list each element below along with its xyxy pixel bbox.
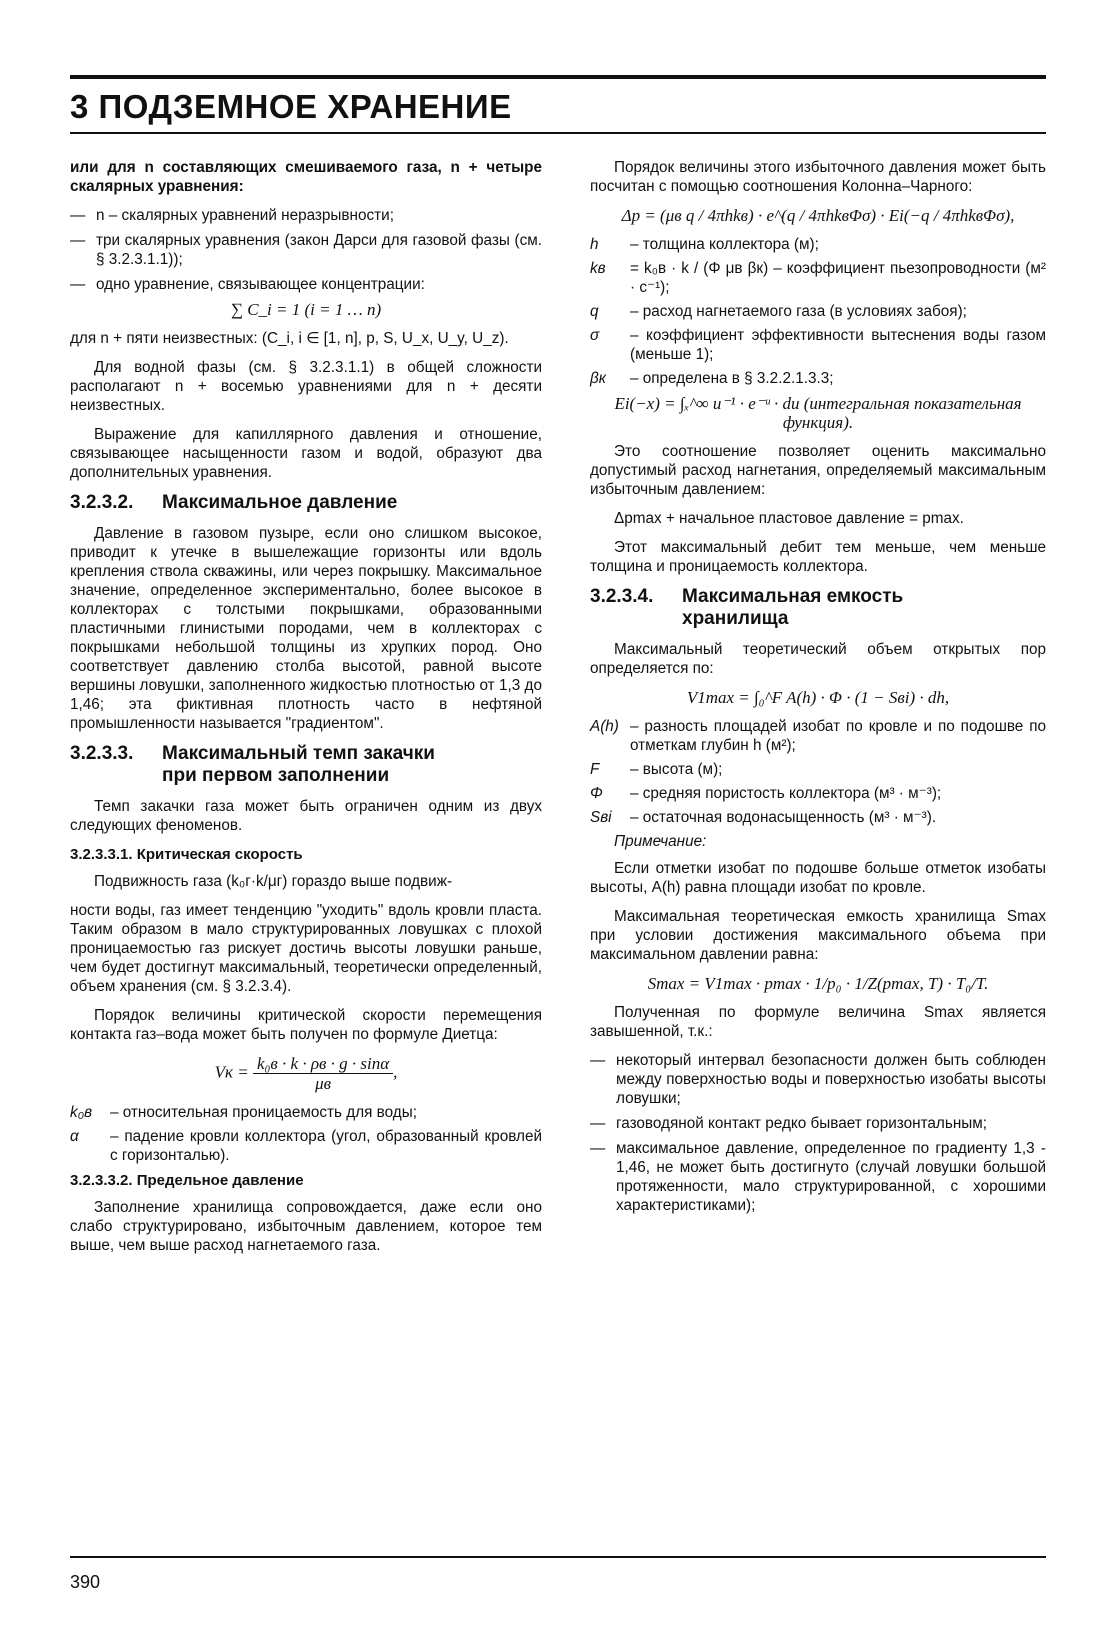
definition-row: q – расход нагнетаемого газа (в условиях забоя); xyxy=(590,303,967,320)
colonna-charny-formula: Δp = (μв q / 4πhkв) · e^(q / 4πhkвΦσ) · Ei(−q / 4πhkвΦσ), xyxy=(621,206,1015,225)
mobility-text-a: Подвижность газа (k₀г·k/μг) гораздо выше подвиж- xyxy=(94,873,453,890)
note-text: Если отметки изобат по подошве больше отметок изобаты высоты, A(h) равна площади изобат по кровле. xyxy=(590,860,1046,896)
section-3233-text: Темп закачки газа может быть ограничен одним из двух следующих феноменов. xyxy=(70,798,542,834)
unknowns-text: для n + пяти неизвестных: (C_i, i ∈ [1, n], p, S, U_x, U_y, U_z). xyxy=(70,330,509,347)
left-column xyxy=(70,158,542,1265)
smax-formula: Smax = V1max · pmax · 1/p₀ · 1/Z(pmax, T) · T₀/T. xyxy=(647,974,989,993)
definition-row: σ – коэффициент эффективности вытеснения воды газом (меньше 1); xyxy=(590,327,1046,363)
excess-pressure-text: Порядок величины этого избыточного давления может быть посчитан с помощью соотношения Колонна–Чарного: xyxy=(590,159,1046,195)
subsection-heading-1: 3.2.3.3.1. Критическая скорость xyxy=(70,846,303,863)
definition-row: α – падение кровли коллектора (угол, образованный кровлей с горизонталью). xyxy=(70,1128,542,1164)
definition-row: h – толщина коллектора (м); xyxy=(590,236,819,253)
list-item: — некоторый интервал безопасности должен быть соблюден между поверхностью воды и поверхностью изобаты высоты ловушки; xyxy=(590,1052,1046,1107)
critical-velocity-text: Порядок величины критической скорости перемещения контакта газ–вода может быть получен по формуле Диетца: xyxy=(70,1007,542,1043)
definition-row: Sвi – остаточная водонасыщенность (м³ · м⁻³). xyxy=(590,809,937,826)
definition-row: kв = k₀в · k / (Φ μв βк) – коэффициент пьезопроводности (м² · с⁻¹); xyxy=(590,260,1046,296)
list-item: — максимальное давление, определенное по градиенту 1,3 - 1,46, не может быть достигнуто (случай ловушки большой протяженности, мало структурированной, с хорошими характеристиками); xyxy=(590,1140,1046,1214)
volume-text: Максимальный теоретический объем открытых пор определяется по: xyxy=(590,641,1046,677)
pmax-line: Δpmax + начальное пластовое давление = pmax. xyxy=(614,510,964,527)
list-item: — n – скалярных уравнений неразрывности; xyxy=(70,207,394,224)
dietz-formula: Vк = $\frac{\text{k₀в · k · ρв · g · sinα}}{\mu в}$ , xyxy=(214,1054,398,1093)
ratio-text: Это соотношение позволяет оценить максимально допустимый расход нагнетания, определяемый максимальным избыточным давлением: xyxy=(590,443,1046,498)
overestimated-text: Полученная по формуле величина Smax является завышенной, т.к.: xyxy=(590,1004,1046,1040)
subsection-heading-2: 3.2.3.3.2. Предельное давление xyxy=(70,1172,304,1189)
section-heading-3233: 3.2.3.3. Максимальный темп закачки при первом заполнении xyxy=(70,743,435,786)
chapter-title: 3 ПОДЗЕМНОЕ ХРАНЕНИЕ xyxy=(70,88,512,125)
header-rule-bottom xyxy=(70,132,1046,134)
note-label: Примечание: xyxy=(614,833,707,850)
limit-pressure-text: Заполнение хранилища сопровождается, даже если оно слабо структурировано, избыточным давлением, которое тем выше, чем выше расход нагнетаемого газа. xyxy=(70,1199,542,1254)
definition-row: k₀в – относительная проницаемость для воды; xyxy=(70,1104,417,1121)
list-item: — одно уравнение, связывающее концентрации: xyxy=(70,276,425,293)
section-heading-3234: 3.2.3.4. Максимальная емкость хранилища xyxy=(590,586,904,629)
ei-formula: Ei(−x) = ∫ₓ^∞ u⁻¹ · e⁻ᵘ · du (интегральная показательная функция). xyxy=(614,394,1022,432)
intro-text: или для n составляющих смешиваемого газа, n + четыре скалярных уравнения: xyxy=(70,159,542,195)
definition-row: F – высота (м); xyxy=(590,761,723,778)
page-number: 390 xyxy=(70,1572,101,1592)
v1max-formula: V1max = ∫₀^F A(h) · Φ · (1 − Sвi) · dh, xyxy=(686,688,950,707)
section-heading-3232: 3.2.3.2. Максимальное давление xyxy=(70,492,398,513)
definition-row: A(h) – разность площадей изобат по кровле и по подошве по отметкам глубин h (м²); xyxy=(590,718,1046,754)
capillary-text: Выражение для капиллярного давления и отношение, связывающее насыщенности газом и водой, образуют два дополнительных уравнения. xyxy=(70,426,542,481)
capacity-text: Максимальная теоретическая емкость хранилища Smax при условии достижения максимального объема при максимальном давлении равна: xyxy=(590,908,1046,963)
definition-row: βк – определена в § 3.2.2.1.3.3; xyxy=(590,370,834,387)
list-item: — три скалярных уравнения (закон Дарси для газовой фазы (см. § 3.2.3.1.1)); xyxy=(70,232,542,268)
right-column xyxy=(590,158,1046,1221)
list-item: — газоводяной контакт редко бывает горизонтальным; xyxy=(590,1115,988,1132)
footer-rule xyxy=(70,1556,1046,1558)
header-rule-top xyxy=(70,75,1046,79)
definition-row: Φ – средняя пористость коллектора (м³ · м⁻³); xyxy=(590,785,942,802)
mobility-text-b: ности воды, газ имеет тенденцию "уходить" вдоль кровли пласта. Таким образом в мало структурированных ловушках с плохой проницаемостью газ рискует достичь высоты ловушки раньше, чем будет достигнут максимальный, теоретически определенный, объем хранения (см. § 3.2.3.4). xyxy=(70,902,542,995)
section-3232-text: Давление в газовом пузыре, если оно слишком высокое, приводит к утечке в вышележащие горизонты или вдоль крепления ствола скважины, или через покрышку. Максимальное значение, определенное экспериментально, более высокое в коллекторах с толстыми покрышками, образованными пластичными глинистыми породами, чем в коллекторах с покрышками небольшой толщины из хрупких пород. Оно соответствует давлению столба высотой, равной высоте вершины ловушки, заполненного жидкостью плотностью от 1,3 до 1,46; эта фиктивная плотность часто в нефтяной промышленности называется "градиентом". xyxy=(70,525,542,732)
water-phase-text: Для водной фазы (см. § 3.2.3.1.1) в общей сложности располагают n + восемью уравнениями для n + десяти неизвестных. xyxy=(70,359,542,414)
debit-text: Этот максимальный дебит тем меньше, чем меньше толщина и проницаемость коллектора. xyxy=(590,539,1046,575)
sum-formula: ∑ C_i = 1 (i = 1 … n) xyxy=(230,300,382,319)
